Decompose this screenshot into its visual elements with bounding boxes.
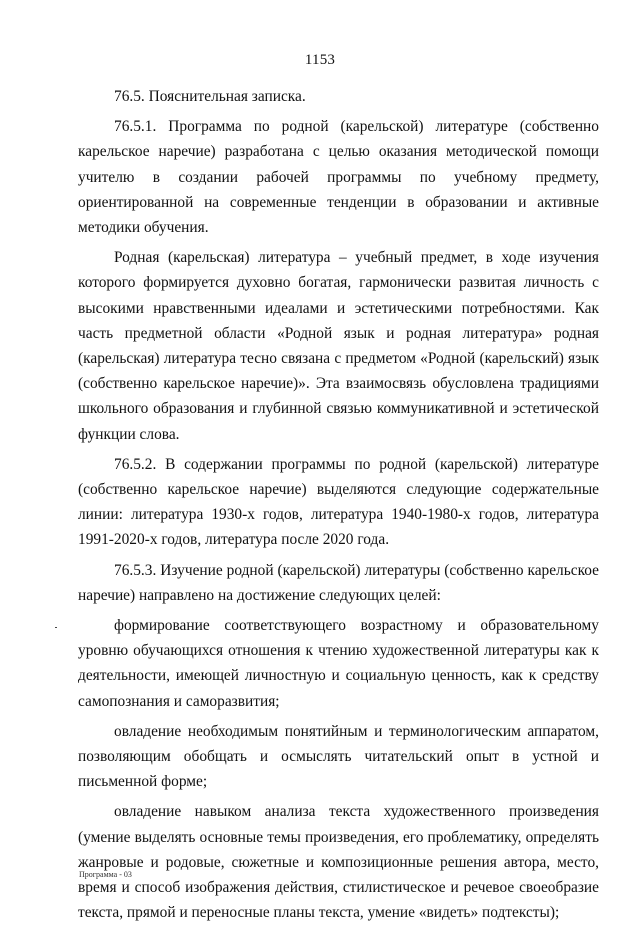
paragraph-subject-description: Родная (карельская) литература – учебный предмет, в ходе изучения которого формируется духовно богатая, гармонически развитая личность с высокими нравственными идеалами и эстетическими потребностями. Как часть предметной области «Родной язык и родная литература» родная (карельская) литература тесно связана с предметом «Родной (карельский) язык (собственно карельское наречие)». Эта взаимосвязь обусловлена традициями школьного образования и глубинной связью коммуникативной и эстетической функции слова. (78, 249, 599, 443)
goal-item-attitude-to-reading: формирование соответствующего возрастному и образовательному уровню обучающихся отношения к чтению художественной литературы как к деятельности, имеющей личностную и социальную ценность, как к средству самопознания и саморазвития; (78, 617, 599, 710)
paragraph-76-5-3: 76.5.3. Изучение родной (карельской) литературы (собственно карельское наречие) направлено на достижение следующих целей: (78, 561, 599, 604)
scan-speck (55, 627, 57, 628)
document-body (78, 84, 599, 926)
paragraph-76-5-2: 76.5.2. В содержании программы по родной (карельской) литературе (собственно карельское наречие) выделяются следующие содержательные линии: литература 1930-х годов, литература 1940-1980-х годов, литература 1991-2020-х годов, литература после 2020 года. (78, 455, 599, 549)
goal-item-terminology: овладение необходимым понятийным и терминологическим аппаратом, позволяющим обобщать и осмыслять читательский опыт в устной и письменной форме; (78, 722, 599, 791)
paragraph-76-5-1: 76.5.1. Программа по родной (карельской) литературе (собственно карельское наречие) разработана с целью оказания методической помощи учителю в создании рабочей программы по учебному предмету, ориентированной на современные тенденции в образовании и активные методики обучения. (78, 118, 599, 237)
footer-program-code: Программа - 03 (79, 870, 132, 879)
goal-item-text-analysis: овладение навыком анализа текста художественного произведения (умение выделять основные темы произведения, его проблематику, определять жанровые и родовые, сюжетные и композиционные решения автора, место, время и способ изображения действия, стилистическое и речевое своеобразие текста, прямой и переносные планы текста, умение «видеть» подтексты); (78, 803, 599, 922)
section-heading: 76.5. Пояснительная записка. (114, 88, 306, 105)
page-number: 1153 (304, 52, 336, 68)
